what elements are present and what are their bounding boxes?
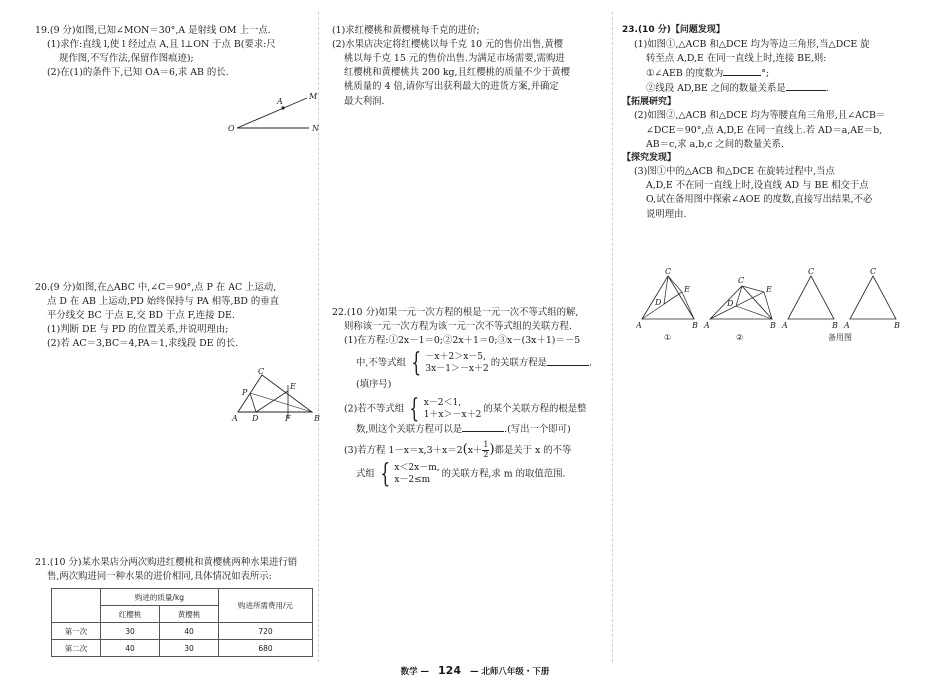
text: °; — [761, 67, 770, 79]
table-cost-header: 购进所需费用/元 — [219, 589, 313, 623]
page-footer — [0, 663, 950, 680]
segment-be — [682, 292, 694, 319]
purchase-table — [51, 588, 313, 657]
label-e: E — [766, 285, 772, 294]
cell-yellow: 40 — [160, 623, 219, 640]
text: 的关联方程是 — [490, 357, 548, 369]
q23-part2-line: AB＝c,求 a,b,c 之间的数量关系. — [646, 138, 785, 150]
q19-stem: 19.(9 分)如图,已知∠MON＝30°,A 是射线 OM 上一点. — [35, 25, 271, 36]
system-row: －x＋2＞x－5, — [425, 352, 486, 363]
inequality-system-2 — [406, 394, 482, 425]
q21-line1: 21.(10 分)某水果店分两次购进红樱桃和黄樱桃两种水果进行销 — [35, 557, 298, 568]
text: . — [589, 357, 592, 369]
q23-part3-line: A,D,E 不在同一直线上时,设直线 AD 与 BE 相交于点 — [646, 180, 869, 192]
text: ②线段 AD,BE 之间的数量关系是 — [646, 82, 786, 94]
column-separator — [612, 12, 613, 662]
text: 的某个关联方程的根是整 — [483, 403, 587, 415]
inequality-system-3 — [377, 459, 440, 490]
answer-blank[interactable] — [786, 81, 826, 91]
q23-part2-line: ∠DCE＝90°,点 A,D,E 在同一直线上.若 AD＝a,AE＝b, — [646, 124, 883, 136]
column-right — [622, 0, 912, 662]
inequality-system-1 — [408, 348, 489, 379]
system-row: x－2≤m — [394, 475, 431, 486]
caption-1: ① — [664, 333, 672, 342]
footer-edition: 北师八年级・下册 — [481, 667, 550, 677]
label-b: B — [832, 321, 838, 330]
table-row — [52, 623, 313, 640]
section-extension: 【拓展研究】 — [622, 96, 677, 107]
footer-dash: — — [420, 667, 430, 677]
text: 的关联方程,求 m 的取值范围. — [441, 468, 566, 480]
label-b: B — [314, 414, 320, 423]
question-19 — [35, 24, 319, 133]
label-n: N — [312, 124, 319, 133]
q23-head: 23.(10 分)【问题发现】 — [622, 25, 725, 35]
label-b: B — [770, 321, 776, 330]
label-e: E — [290, 382, 296, 391]
label-b: B — [894, 321, 900, 330]
label-c: C — [870, 267, 877, 276]
triangle-abc — [238, 375, 312, 412]
triangle-acb — [642, 276, 694, 319]
figure-1 — [636, 267, 698, 342]
text: 式组 — [356, 468, 375, 480]
segment-ce — [668, 276, 682, 292]
text: . — [825, 82, 829, 94]
caption-2: ② — [736, 333, 744, 342]
table-header-red: 红樱桃 — [101, 606, 160, 623]
brace-icon: { — [380, 459, 391, 490]
row-label: 第二次 — [52, 640, 101, 657]
label-a: A — [704, 321, 710, 330]
q23-part2-line: (2)如图②,△ACB 和△DCE 均为等腰直角三角形,且∠ACB＝ — [634, 110, 886, 122]
system-row: x＜2x－m, — [394, 463, 440, 474]
q21-part2-line: 桃以每千克 15 元的售价出售.为满足市场需要,需购进 — [344, 53, 565, 65]
q22-part3-cont — [332, 459, 602, 490]
label-b: B — [692, 321, 698, 330]
q23-part1-sub2 — [622, 81, 912, 96]
label-d: D — [727, 299, 734, 308]
segment-de — [664, 292, 682, 304]
label-d: D — [655, 298, 662, 307]
question-21 — [35, 556, 315, 657]
label-a: A — [844, 321, 850, 330]
segment-ae — [710, 292, 764, 319]
label-f: F — [285, 414, 291, 423]
q22-part1-hint: (填序号) — [356, 379, 392, 391]
label-e: E — [684, 285, 690, 294]
answer-blank[interactable] — [723, 66, 761, 76]
segment-cd — [664, 276, 668, 304]
column-left — [35, 0, 320, 662]
segment-pd — [250, 393, 256, 412]
answer-blank[interactable] — [462, 422, 504, 432]
triangle-acb — [850, 276, 896, 319]
question-22 — [332, 306, 602, 490]
q22-line1: 22.(10 分)如果一元一次方程的根是一元一次不等式组的解, — [332, 307, 579, 318]
q22-part1: (1)在方程:①2x－1＝0;②2x＋1＝0;③x－(3x＋1)＝－5 — [344, 335, 581, 347]
q23-part1-line: 转至点 A,D,E 在同一直线上时,连接 BE,则: — [646, 52, 827, 64]
system-row: x－2＜1, — [423, 398, 462, 409]
q21-part2-line: 最大利润. — [344, 95, 385, 107]
text: 中,不等式组 — [356, 357, 406, 369]
q19-part1-cont: 规作图,不写作法,保留作图痕迹); — [59, 53, 194, 65]
q19-part2: (2)在(1)的条件下,已知 OA＝6,求 AB 的长. — [47, 67, 229, 79]
triangle-acb — [788, 276, 834, 319]
text: 都是关于 x 的不等 — [494, 444, 572, 456]
q20-line3: 平分线交 BC 于点 E,交 BD 于点 F,连接 DE. — [47, 310, 235, 322]
page-number: 124 — [438, 664, 461, 677]
label-d: D — [252, 414, 259, 423]
cell-cost: 720 — [219, 623, 313, 640]
question-20 — [35, 281, 320, 423]
spare-figure-2 — [843, 267, 900, 330]
answer-blank[interactable] — [547, 356, 589, 366]
text: (2)若不等式组 — [344, 403, 405, 415]
table-row — [52, 640, 313, 657]
figure-2 — [703, 276, 776, 342]
q23-part1-sub1 — [622, 66, 912, 81]
label-a: A — [277, 97, 283, 106]
label-a: A — [232, 414, 238, 423]
caption-spare: 备用图 — [828, 333, 852, 342]
label-c: C — [258, 367, 265, 376]
text: (3)若方程 1－x＝x,3＋x＝2 — [344, 444, 463, 456]
cell-cost: 680 — [219, 640, 313, 657]
row-label: 第一次 — [52, 623, 101, 640]
label-p: P — [242, 388, 248, 397]
label-o: O — [228, 124, 235, 133]
cell-red: 40 — [101, 640, 160, 657]
point-a — [281, 106, 284, 109]
label-c: C — [808, 267, 815, 276]
system-row: 1＋x＞－x＋2 — [423, 410, 482, 421]
text: ①∠AEB 的度数为 — [646, 67, 724, 79]
system-row: 3x－1＞－x＋2 — [425, 364, 489, 375]
q20-figure — [230, 367, 325, 423]
label-c: C — [665, 267, 672, 276]
spare-figure-1 — [781, 267, 838, 330]
table-corner — [52, 589, 101, 623]
q20-line1: 20.(9 分)如图,在△ABC 中,∠C＝90°,点 P 在 AC 上运动, — [35, 282, 277, 293]
system-rows — [424, 397, 482, 421]
brace-icon: { — [411, 348, 422, 379]
q20-part2: (2)若 AC＝3,BC＝4,PA＝1,求线段 DE 的长. — [47, 338, 239, 350]
label-c: C — [738, 276, 745, 285]
denominator: 2 — [483, 449, 489, 459]
q19-part1: (1)求作:直线 l,使 l 经过点 A,且 l⊥ON 于点 B(要求:尺 — [47, 39, 276, 51]
q22-part1-system — [332, 348, 602, 379]
label-a: A — [782, 321, 788, 330]
numerator: 1 — [483, 439, 489, 449]
footer-dash: — — [469, 667, 479, 677]
label-a: A — [636, 321, 642, 330]
q23-part3-line: O,试在备用图中探索∠AOE 的度数,直接写出结果,不必 — [646, 194, 873, 206]
question-23 — [622, 24, 912, 222]
q23-part3-line: 说明理由. — [646, 208, 687, 220]
q22-part2-cont — [332, 422, 602, 437]
q20-line2: 点 D 在 AB 上运动,PD 始终保持与 PA 相等,BD 的垂直 — [47, 296, 280, 308]
system-rows — [425, 351, 488, 375]
q20-part1: (1)判断 DE 与 PD 的位置关系,并说明理由; — [47, 324, 229, 336]
q22-part3: (3)若方程 1－x＝x,3＋x＝2(x＋ $\frac{1}{2}$ )都是关于 x 的不等 — [344, 439, 572, 459]
segment-de — [256, 391, 288, 412]
text: 数,则这个关联方程可以是 — [356, 424, 463, 436]
ray-om — [237, 98, 307, 128]
label-m: M — [309, 92, 318, 101]
footer-subject: 数学 — [400, 667, 418, 677]
text: .(写出一个即可) — [504, 424, 571, 436]
q21-line2: 售,两次购进同一种水果的进价相同,具体情况如表所示: — [47, 571, 272, 583]
paren-left: ( — [462, 441, 468, 457]
q22-part2 — [332, 394, 602, 425]
q21-part1: (1)求红樱桃和黄樱桃每千克的进价; — [332, 25, 480, 36]
paren-right: ) — [489, 441, 495, 457]
cell-yellow: 30 — [160, 640, 219, 657]
q23-part1-line: (1)如图①,△ACB 和△DCE 均为等边三角形,当△DCE 旋 — [634, 38, 870, 50]
segment-ce — [742, 286, 764, 292]
question-21-continued — [332, 24, 602, 109]
column-middle — [332, 0, 602, 662]
q21-part2-line: (2)水果店决定将红樱桃以每千克 10 元的售价出售,黄樱 — [332, 39, 564, 51]
table-group-header: 购进的质量/kg — [101, 589, 219, 606]
section-exploration: 【探究发现】 — [622, 152, 677, 163]
q21-part2-line: 桃质量的 4 倍,请你写出获利最大的进货方案,并确定 — [344, 81, 559, 93]
q23-part3-line: (3)图①中的△ACB 和△DCE 在旋转过程中,当点 — [634, 166, 835, 178]
q21-part2-line: 红樱桃和黄樱桃共 200 kg,且红樱桃的质量不少于黄樱 — [344, 67, 571, 79]
q19-figure — [225, 88, 335, 138]
brace-icon: { — [409, 394, 420, 425]
q22-line2: 则称该一元一次方程为该一元一次不等式组的关联方程. — [344, 321, 572, 333]
q23-figures — [636, 264, 906, 344]
cell-red: 30 — [101, 623, 160, 640]
table-header-yellow: 黄樱桃 — [160, 606, 219, 623]
system-rows — [394, 462, 439, 486]
